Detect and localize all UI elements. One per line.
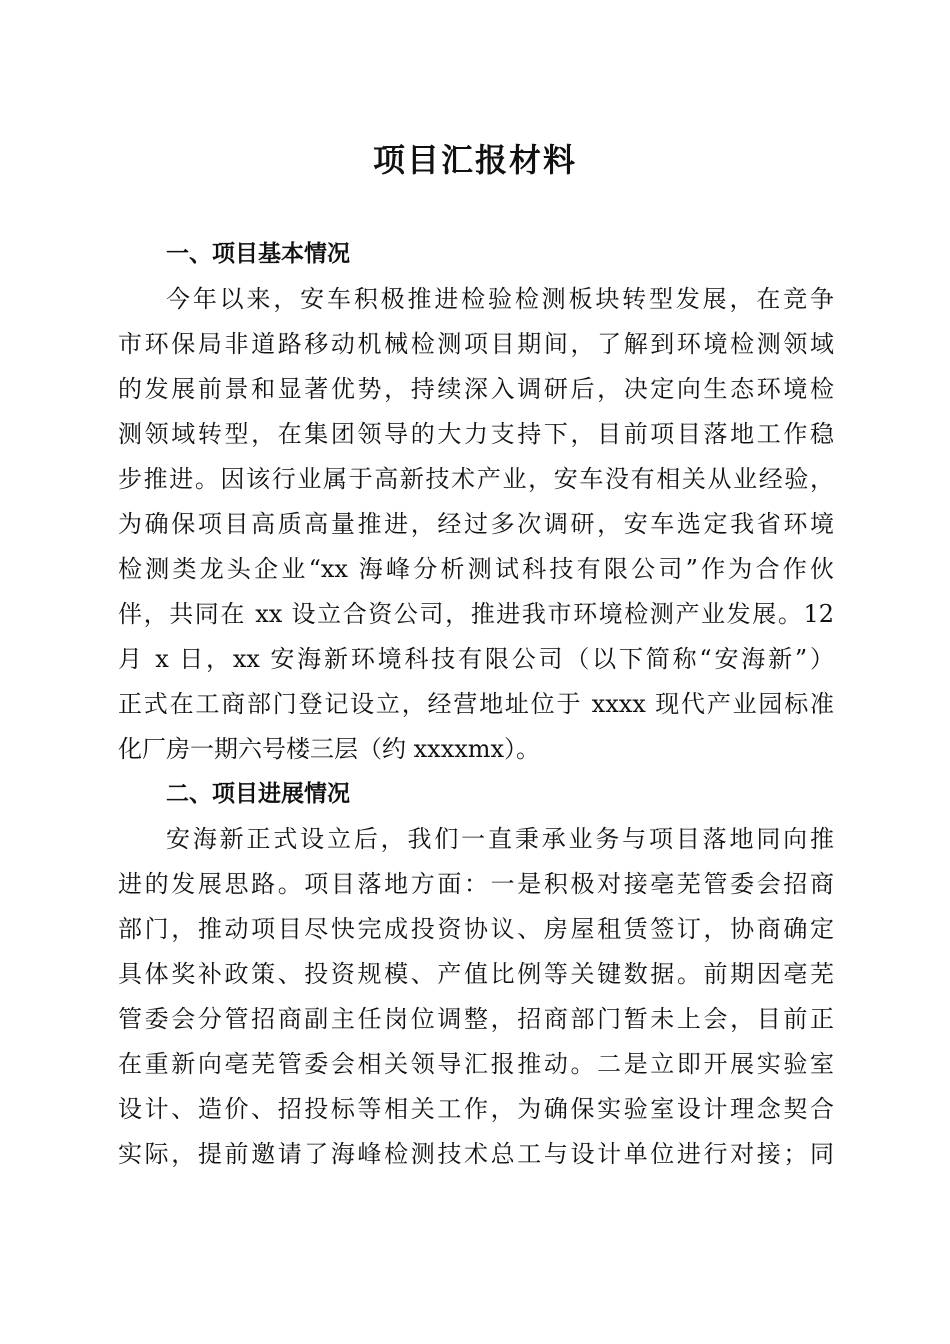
paragraph-line: 测领域转型，在集团领导的大力支持下，目前项目落地工作稳	[118, 420, 834, 448]
paragraph-line: 检测类龙头企业“xx 海峰分析测试科技有限公司”作为合作伙	[118, 555, 834, 583]
paragraph-line: 实际，提前邀请了海峰检测技术总工与设计单位进行对接；同	[118, 1140, 834, 1168]
section-heading-basic-info: 一、项目基本情况	[166, 241, 350, 267]
paragraph-line: 进的发展思路。项目落地方面：一是积极对接亳芜管委会招商	[118, 870, 834, 898]
section-heading-progress: 二、项目进展情况	[166, 781, 350, 807]
paragraph-line: 具体奖补政策、投资规模、产值比例等关键数据。前期因亳芜	[118, 960, 834, 988]
paragraph-line: 在重新向亳芜管委会相关领导汇报推动。二是立即开展实验室	[118, 1050, 834, 1078]
paragraph-line: 管委会分管招商副主任岗位调整，招商部门暂未上会，目前正	[118, 1005, 834, 1033]
paragraph-line: 设计、造价、招投标等相关工作，为确保实验室设计理念契合	[118, 1095, 834, 1123]
paragraph-line: 化厂房一期六号楼三层（约 xxxxmx）。	[118, 735, 541, 763]
document-body	[118, 232, 834, 1177]
paragraph-line: 正式在工商部门登记设立，经营地址位于 xxxx 现代产业园标准	[118, 690, 834, 718]
paragraph-line: 安海新正式设立后，我们一直秉承业务与项目落地同向推	[166, 825, 834, 853]
paragraph-line: 市环保局非道路移动机械检测项目期间，了解到环境检测领域	[118, 330, 834, 358]
paragraph-line: 部门，推动项目尽快完成投资协议、房屋租赁签订，协商确定	[118, 915, 834, 943]
paragraph-line: 步推进。因该行业属于高新技术产业，安车没有相关从业经验，	[118, 465, 834, 493]
paragraph-line: 为确保项目高质高量推进，经过多次调研，安车选定我省环境	[118, 510, 834, 538]
paragraph-basic-info	[118, 277, 834, 772]
paragraph-line: 月 x 日，xx 安海新环境科技有限公司（以下简称“安海新”）	[118, 645, 834, 673]
paragraph-progress	[118, 817, 834, 1177]
paragraph-line: 伴，共同在 xx 设立合资公司，推进我市环境检测产业发展。12	[118, 600, 834, 628]
paragraph-line: 今年以来，安车积极推进检验检测板块转型发展，在竞争	[166, 285, 834, 313]
document-title: 项目汇报材料	[372, 141, 577, 179]
paragraph-line: 的发展前景和显著优势，持续深入调研后，决定向生态环境检	[118, 375, 834, 403]
